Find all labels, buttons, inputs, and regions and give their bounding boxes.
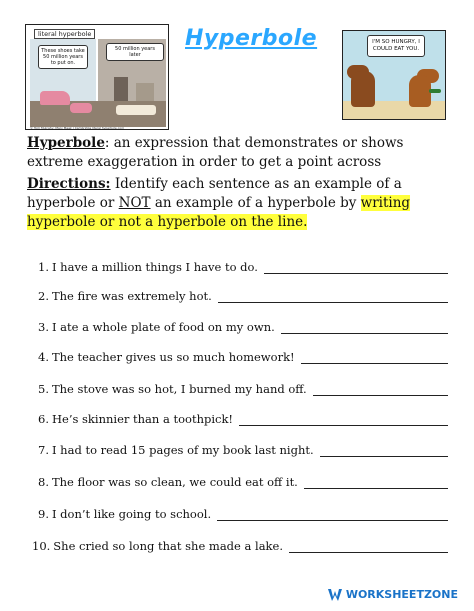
question-text: I had to read 15 pages of my book last night.	[51, 443, 314, 457]
question-number: 6.	[38, 412, 49, 426]
answer-line[interactable]	[289, 542, 448, 553]
question-text: I don’t like going to school.	[51, 507, 212, 521]
shoe-drawing	[40, 91, 70, 105]
directions-paragraph	[27, 175, 457, 232]
worksheetzone-logo-icon	[328, 589, 342, 601]
horse-drawing	[409, 75, 431, 107]
question-number: 5.	[38, 382, 49, 396]
answer-line[interactable]	[264, 263, 448, 274]
directions-text-1: Identify each sentence as an example of a hyperbole or	[27, 176, 402, 211]
question-number: 2.	[38, 289, 49, 303]
question-item	[38, 471, 448, 489]
question-item	[38, 378, 448, 396]
answer-line[interactable]	[218, 292, 448, 303]
question-number: 1.	[38, 260, 49, 274]
question-number: 9.	[38, 507, 49, 521]
brand-name: WORKSHEETZONE	[345, 588, 458, 601]
directions-text-2: an example of a hyperbole by	[150, 195, 361, 211]
answer-line[interactable]	[217, 510, 448, 521]
cartoon-caption: literal hyperbole	[34, 29, 95, 39]
question-text: The fire was extremely hot.	[51, 289, 212, 303]
answer-line[interactable]	[304, 478, 448, 489]
horse-cartoon	[342, 30, 446, 120]
definition-paragraph	[27, 134, 457, 172]
answer-line[interactable]	[239, 415, 448, 426]
question-text: The floor was so clean, we could eat off it.	[51, 475, 298, 489]
question-number: 8.	[38, 475, 49, 489]
question-text: She cried so long that she made a lake.	[53, 539, 283, 553]
question-number: 3.	[38, 320, 49, 334]
question-item	[38, 503, 448, 521]
question-item	[32, 535, 448, 553]
answer-line[interactable]	[313, 385, 448, 396]
snake-drawing	[429, 89, 441, 93]
question-text: The teacher gives us so much homework!	[51, 350, 295, 364]
question-item	[38, 256, 448, 274]
literal-hyperbole-cartoon	[25, 24, 169, 130]
ruin-drawing	[114, 77, 128, 101]
cartoon-credit: © Tom Mulcahy, Mary Meek | Cambridge literal hyperbole.com	[30, 126, 125, 130]
question-text: I have a million things I have to do.	[51, 260, 258, 274]
page-title: Hyperbole	[185, 26, 318, 51]
horse-drawing	[351, 71, 375, 107]
directions-not: NOT	[118, 195, 151, 211]
brand-footer	[328, 588, 458, 601]
question-text: I ate a whole plate of food on my own.	[51, 320, 275, 334]
question-item	[38, 316, 448, 334]
ruin-drawing	[136, 83, 154, 101]
definition-term: Hyperbole	[27, 135, 105, 151]
speech-bubble: I'M SO HUNGRY, I COULD EAT YOU.	[367, 35, 425, 57]
question-number: 10.	[32, 539, 51, 553]
answer-line[interactable]	[320, 446, 448, 457]
shoe-drawing	[116, 105, 156, 115]
answer-line[interactable]	[281, 323, 448, 334]
question-text: The stove was so hot, I burned my hand off.	[51, 382, 307, 396]
question-number: 4.	[38, 350, 49, 364]
answer-line[interactable]	[301, 353, 448, 364]
question-item	[38, 285, 448, 303]
question-item	[38, 346, 448, 364]
question-text: He’s skinnier than a toothpick!	[51, 412, 234, 426]
directions-term: Directions:	[27, 176, 111, 192]
question-item	[38, 408, 448, 426]
time-caption: 50 million years later	[106, 43, 164, 61]
question-number: 7.	[38, 443, 49, 457]
definition-text: : an expression that demonstrates or shows extreme exaggeration in order to get a point across	[27, 135, 404, 170]
speech-bubble: These shoes take 50 million years to put on.	[38, 45, 88, 69]
question-item	[38, 439, 448, 457]
shoe-drawing	[70, 103, 92, 113]
directions-highlight: writing hyperbole or not a hyperbole on the line.	[27, 195, 411, 230]
